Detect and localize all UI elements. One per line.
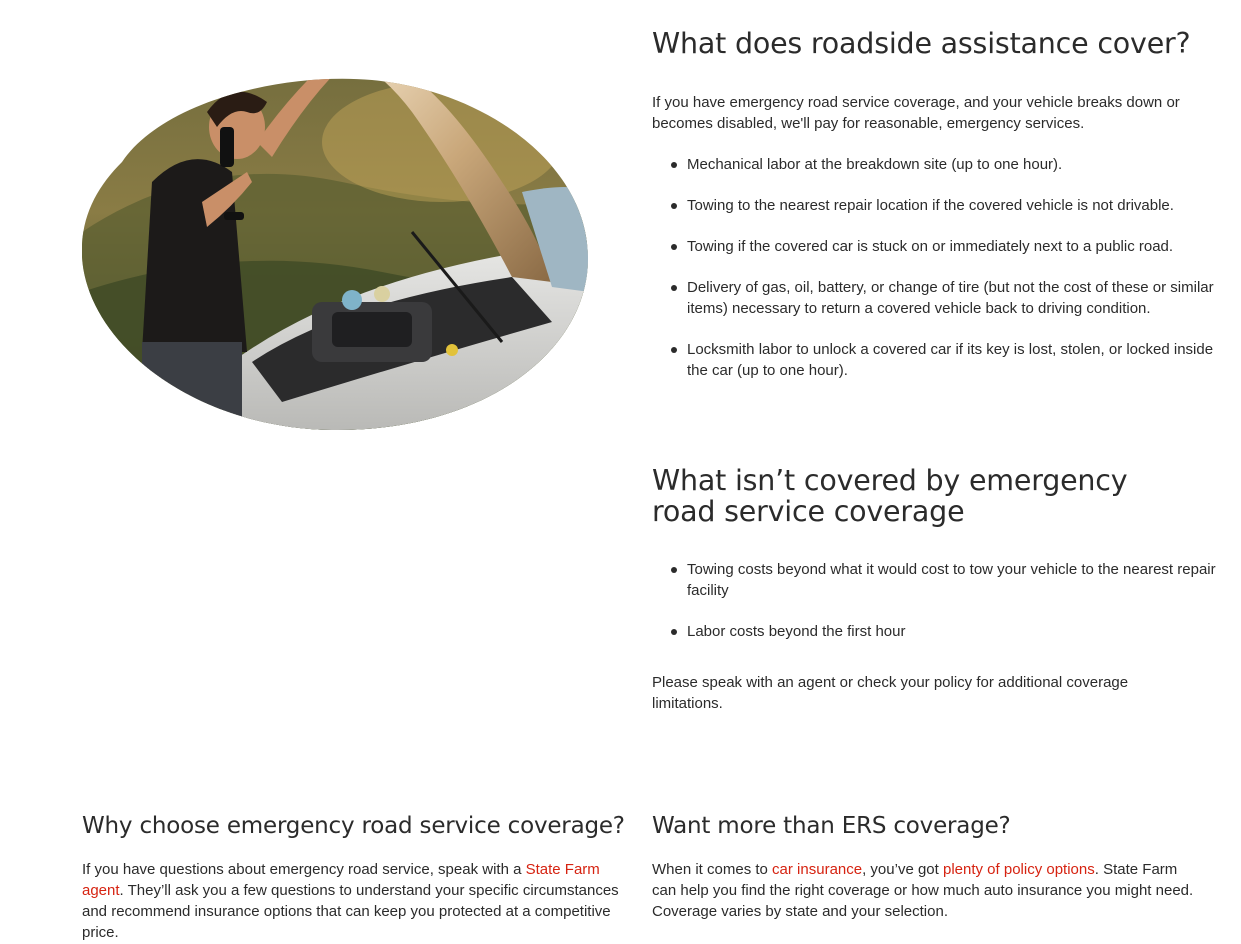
list-item: Locksmith labor to unlock a covered car if its key is lost, stolen, or locked inside the car (up to one hour). — [687, 339, 1232, 381]
list-item: Towing if the covered car is stuck on or immediately next to a public road. — [687, 236, 1232, 257]
not-covered-list — [652, 559, 1232, 662]
section-title-cover: What does roadside assistance cover? — [652, 27, 1191, 60]
why-text-before: If you have questions about emergency road service, speak with a — [82, 861, 526, 878]
more-coverage-text — [652, 859, 1197, 922]
car-insurance-link[interactable]: car insurance — [772, 861, 863, 878]
state-farm-agent-link[interactable]: State Farm agent — [82, 861, 600, 899]
list-item: Towing to the nearest repair location if the covered vehicle is not drivable. — [687, 195, 1232, 216]
more-text-1: When it comes to — [652, 861, 773, 878]
more-text-2: , you’ve got — [862, 861, 943, 878]
list-item: Towing costs beyond what it would cost to tow your vehicle to the nearest repair facility — [687, 559, 1232, 601]
covered-list — [652, 154, 1232, 401]
section-title-not-covered: What isn’t covered by emergency road service coverage — [652, 464, 1128, 528]
why-choose-text — [82, 859, 638, 943]
more-text-3: . State Farm can help you find the right coverage or how much auto insurance you might need. Coverage varies by state and your selection. — [652, 861, 1194, 920]
policy-options-link[interactable]: plenty of policy options — [942, 861, 1095, 878]
coverage-note: Please speak with an agent or check your policy for additional coverage limitations. — [652, 674, 1129, 712]
why-text-after: . They’ll ask you a few questions to understand your specific circumstances and recommend insurance options that can keep you protected at a competitive price. — [82, 882, 619, 941]
section-title-more: Want more than ERS coverage? — [652, 813, 1011, 839]
section-title-why: Why choose emergency road service coverage? — [82, 813, 625, 839]
more-coverage-section — [652, 812, 1197, 922]
list-item: Delivery of gas, oil, battery, or change of tire (but not the cost of these or similar items) necessary to return a covered vehicle back to driving condition. — [687, 277, 1232, 319]
section-intro-cover: If you have emergency road service coverage, and your vehicle breaks down or becomes disabled, we'll pay for reasonable, emergency services. — [652, 94, 1180, 132]
list-item: Mechanical labor at the breakdown site (up to one hour). — [687, 154, 1232, 175]
why-choose-section — [82, 812, 638, 943]
list-item: Labor costs beyond the first hour — [687, 621, 1232, 642]
hero-image — [82, 32, 590, 432]
